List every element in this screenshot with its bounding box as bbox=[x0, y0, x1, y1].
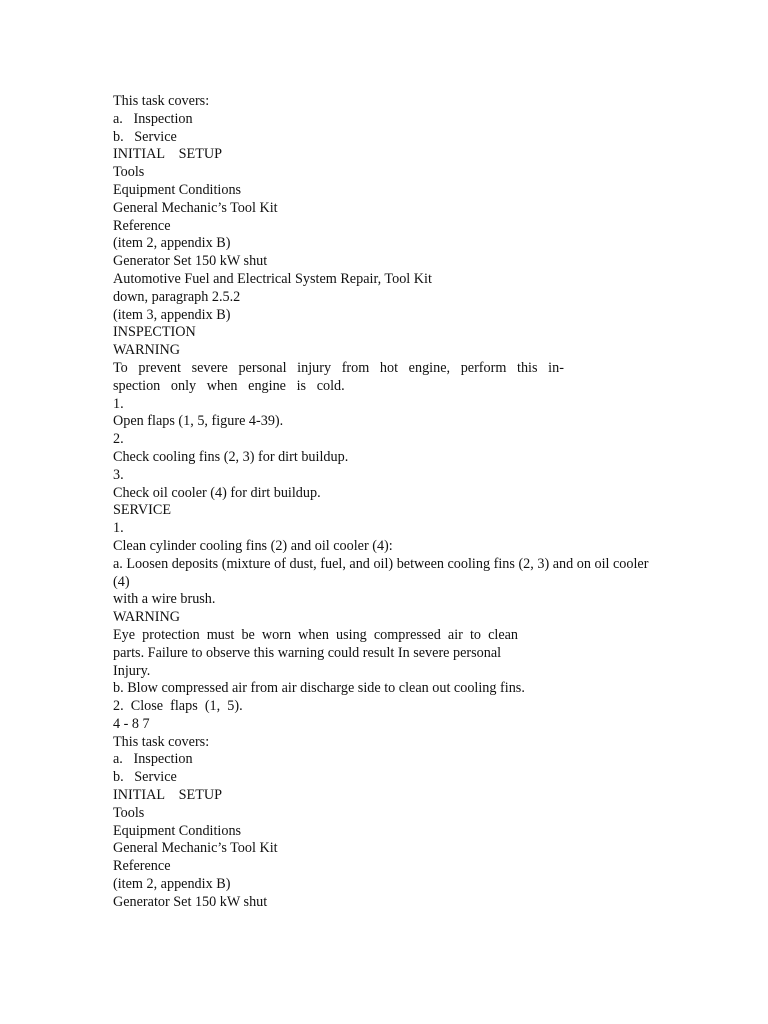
step-text: Open flaps (1, 5, figure 4-39). bbox=[113, 413, 284, 430]
section-heading: INITIAL SETUP bbox=[113, 146, 223, 163]
text-line: Reference bbox=[113, 858, 171, 875]
text-line: (item 2, appendix B) bbox=[113, 235, 231, 252]
step-number: 1. bbox=[113, 520, 124, 537]
step-number: 3. bbox=[113, 466, 124, 483]
text-line: Reference bbox=[113, 217, 171, 234]
step-text: Check oil cooler (4) for dirt buildup. bbox=[113, 484, 321, 501]
text-line: General Mechanic’s Tool Kit bbox=[113, 840, 278, 857]
step-number: 1. bbox=[113, 395, 124, 412]
step-text: 2. Close flaps (1, 5). bbox=[113, 698, 243, 715]
warning-text: To prevent severe personal injury from hot engine, perform this in- bbox=[113, 359, 564, 376]
page-number: 4 - 8 7 bbox=[113, 715, 150, 732]
section-heading: INSPECTION bbox=[113, 324, 196, 341]
text-line: Equipment Conditions bbox=[113, 181, 242, 198]
step-text: Check cooling fins (2, 3) for dirt buildup. bbox=[113, 448, 349, 465]
text-line: Generator Set 150 kW shut bbox=[113, 253, 268, 270]
text-line: Automotive Fuel and Electrical System Repair, Tool Kit bbox=[113, 270, 432, 287]
text-line: b. Service bbox=[113, 128, 177, 145]
warning-text: Eye protection must be worn when using compressed air to clean bbox=[113, 626, 519, 643]
step-text: b. Blow compressed air from air discharge side to clean out cooling fins. bbox=[113, 680, 525, 697]
text-line: This task covers: bbox=[113, 93, 210, 109]
text-line: This task covers: bbox=[113, 733, 210, 750]
text-line: (item 3, appendix B) bbox=[113, 306, 231, 323]
warning-heading: WARNING bbox=[113, 342, 180, 359]
text-line: Tools bbox=[113, 804, 145, 821]
text-line: Generator Set 150 kW shut bbox=[113, 893, 268, 910]
section-heading: INITIAL SETUP bbox=[113, 787, 223, 804]
text-line: a. Inspection bbox=[113, 751, 193, 768]
text-line: down, paragraph 2.5.2 bbox=[113, 288, 241, 305]
text-line: General Mechanic’s Tool Kit bbox=[113, 199, 278, 216]
warning-text: parts. Failure to observe this warning could result In severe personal bbox=[113, 644, 502, 661]
step-text: with a wire brush. bbox=[113, 591, 216, 608]
step-text: a. Loosen deposits (mixture of dust, fuel, and oil) between cooling fins (2, 3) and on oil cooler (4) bbox=[113, 555, 649, 590]
warning-text: spection only when engine is cold. bbox=[113, 377, 345, 394]
step-text: Clean cylinder cooling fins (2) and oil cooler (4): bbox=[113, 537, 393, 554]
text-line: Tools bbox=[113, 164, 145, 181]
text-line: b. Service bbox=[113, 769, 177, 786]
document-body bbox=[113, 93, 673, 912]
warning-heading: WARNING bbox=[113, 609, 180, 626]
step-number: 2. bbox=[113, 431, 124, 448]
section-heading: SERVICE bbox=[113, 502, 171, 519]
text-line: (item 2, appendix B) bbox=[113, 876, 231, 893]
text-line: Equipment Conditions bbox=[113, 822, 242, 839]
warning-text: Injury. bbox=[113, 662, 151, 679]
text-line: a. Inspection bbox=[113, 110, 193, 127]
